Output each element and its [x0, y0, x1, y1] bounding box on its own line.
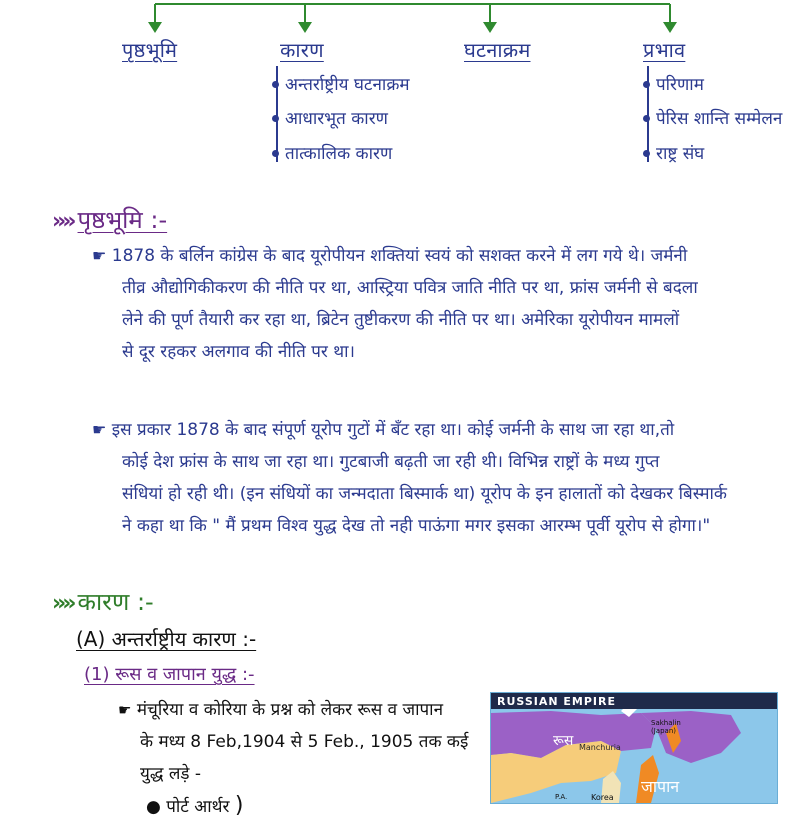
section-causes-heading	[52, 585, 154, 618]
tree-connector-lines	[0, 0, 800, 40]
list-item: अन्तर्राष्ट्रीय घटनाक्रम	[272, 72, 410, 95]
map-title: RUSSIAN EMPIRE	[497, 695, 616, 708]
pointing-hand-icon: ☛	[92, 246, 107, 265]
map-label-japan: जापान	[641, 777, 680, 796]
causes-paragraph: ☛ मंचूरिया व कोरिया के प्रश्न को लेकर रूस व जापान के मध्य 8 Feb,1904 से 5 Feb., 1905 तक कई युद्ध लड़े - ● पोर्ट आर्थर )	[118, 700, 469, 818]
map-image	[490, 692, 778, 804]
bullet-icon	[643, 81, 650, 88]
tree-column-events: घटनाक्रम	[464, 38, 531, 62]
map-label-manchuria: Manchuria	[579, 743, 621, 752]
section-background-title: पृष्ठभूमि :-	[77, 206, 168, 234]
map-label-sakhalin: Sakhalin	[651, 719, 681, 727]
map-graphic	[491, 693, 777, 803]
causes-subheading: (A) अन्तर्राष्ट्रीय कारण :-	[76, 627, 257, 651]
bullet-icon	[272, 150, 279, 157]
tree-column-background: पृष्ठभूमि	[122, 38, 178, 62]
list-item: परिणाम	[643, 72, 704, 95]
double-chevron-icon: »»	[52, 209, 73, 234]
list-item: तात्कालिक कारण	[272, 141, 392, 164]
list-item: राष्ट्र संघ	[643, 141, 704, 164]
bullet-icon	[272, 115, 279, 122]
background-paragraph-1: ☛ 1878 के बर्लिन कांग्रेस के बाद यूरोपीयन शक्तियां स्वयं को सशक्त करने में लग गये थे। जर्मनी तीव्र औद्योगिकीकरण की नीति पर था, आस्ट्रिया पवित्र जाति नीति पर था, फ्रांस जर्मनी से बदला लेने की पूर्ण तैयारी कर रहा था, ब्रिटेन तुष्टीकरण की नीति पर था। अमेरिका यूरोपीयन मामलों से दूर रहकर अलगाव की नीति पर था।	[92, 246, 698, 362]
pointing-hand-icon: ☛	[118, 701, 132, 719]
bullet-icon	[643, 150, 650, 157]
section-background-heading	[52, 203, 167, 236]
map-label-sakhalin-sub: (Japan)	[651, 727, 676, 735]
tree-column-effects: प्रभाव	[643, 38, 686, 62]
map-label-russia: रूस	[553, 733, 574, 749]
list-item: आधारभूत कारण	[272, 106, 388, 129]
section-causes-title: कारण :-	[77, 588, 154, 616]
bullet-icon: ●	[146, 797, 161, 817]
map-label-korea: Korea	[591, 793, 614, 802]
map-label-port-arthur: P.A.	[555, 793, 568, 801]
double-chevron-icon: »»	[52, 591, 73, 616]
background-paragraph-2: ☛ इस प्रकार 1878 के बाद संपूर्ण यूरोप गुटों में बँट रहा था। कोई जर्मनी के साथ जा रहा था,तो कोई देश फ्रांस के साथ जा रहा था। गुटबाजी बढ़ती जा रही थी। विभिन्न राष्ट्रों के मध्य गुप्त संधियां हो रही थी। (इन संधियों का जन्मदाता बिस्मार्क था) यूरोप के इन हालातों को देखकर बिस्मार्क ने कहा था कि " मैं प्रथम विश्व युद्ध देख तो नही पाऊंगा मगर इसका आरम्भ पूर्वी यूरोप से होगा।"	[92, 420, 727, 536]
list-item: पेरिस शान्ति सम्मेलन	[643, 106, 782, 129]
bullet-icon	[272, 81, 279, 88]
bullet-icon	[643, 115, 650, 122]
tree-column-causes: कारण	[280, 38, 324, 62]
pointing-hand-icon: ☛	[92, 420, 107, 439]
causes-subsubheading: (1) रूस व जापान युद्ध :-	[84, 664, 255, 685]
